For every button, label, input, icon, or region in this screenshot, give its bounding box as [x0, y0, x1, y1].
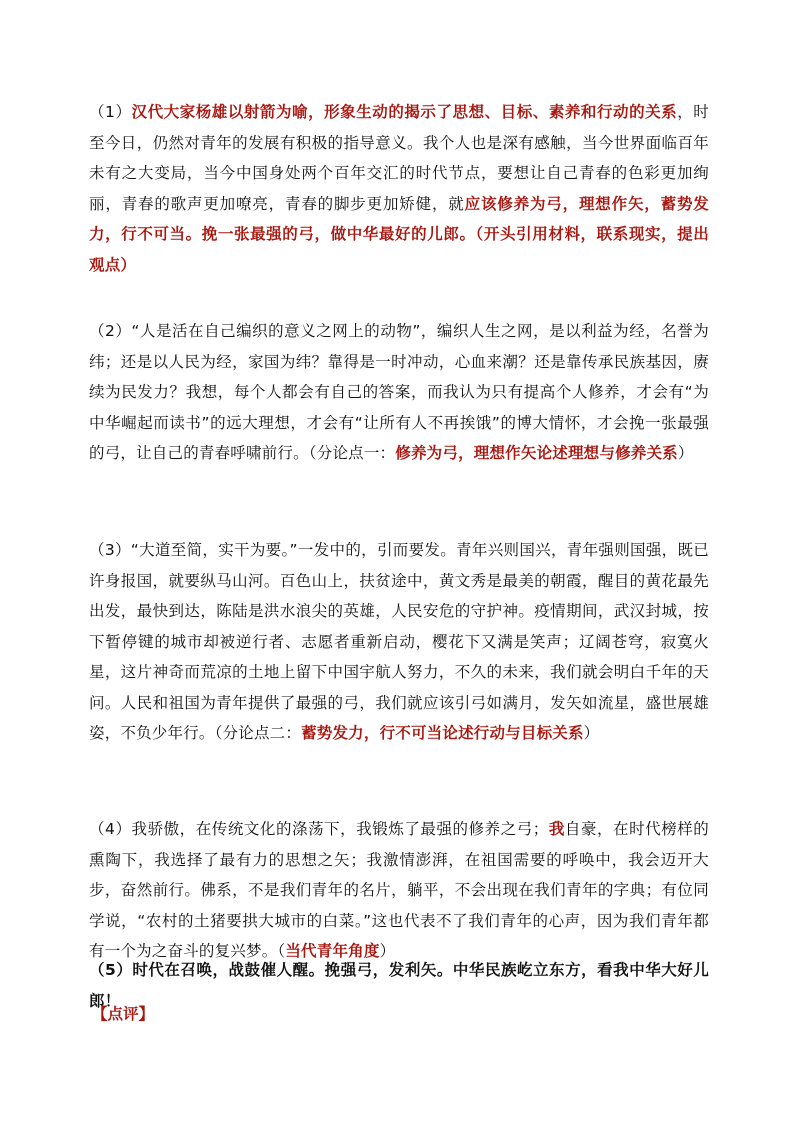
p4-seg-3: 自豪，在时代榜样的熏陶下，我选择了最有力的思想之矢；我激情澎湃，在祖国需要的呼唤中，我会迈开大步，奋然前行。佛系，不是我们青年的名片，躺平，不会出现在我们青年的字典；有位同学说，“农村的土猪要拱大城市的白菜。”这也代表不了我们青年的心声，因为我们青年都有一个为之奋斗的复兴梦。（: [89, 820, 709, 960]
p4-seg-1: （4）我骄傲，在传统文化的涤荡下，我锻炼了最强的修养之弓；: [89, 820, 549, 838]
paragraph-1: [89, 97, 709, 280]
p2-seg-3: ）: [677, 444, 694, 462]
p1-seg-4-highlight: 应该修养为弓，理想作矢，蓄势发力，行不可当。挽一张最强的弓，做中华最好的儿郎。（开头引用材料，联系现实，提出观点）: [89, 194, 709, 274]
paragraph-5: [89, 955, 709, 1016]
p4-seg-4-highlight: 当代青年角度: [285, 942, 380, 960]
p4-seg-2-highlight: 我: [548, 820, 565, 838]
p3-seg-2-highlight: 蓄势发力，行不可当论述行动与目标关系: [301, 724, 584, 742]
p3-seg-3: ）: [583, 724, 600, 742]
p5-seg-1: （5）时代在召唤，战鼓催人醒。挽强弓，发利矢。中华民族屹立东方，看我中华大好儿郎！: [89, 961, 709, 1010]
paragraph-4: [89, 814, 709, 967]
paragraph-2: [89, 316, 709, 469]
p1-seg-1: （1）: [89, 103, 132, 121]
p2-seg-2-highlight: 修养为弓，理想作矢论述理想与修养关系: [395, 444, 678, 462]
p4-seg-5: ）: [379, 942, 396, 960]
p2-seg-1: （2）“人是活在自己编织的意义之网上的动物”，编织人生之网，是以利益为经，名誉为纬；还是以人民为经，家国为纬？靠得是一时冲动，心血来潮？还是靠传承民族基因，赓续为民发力？我想，每个人都会有自己的答案，而我认为只有提高个人修养，才会有“为中华崛起而读书”的远大理想，才会有“让所有人不再挨饿”的博大情怀，才会挽一张最强的弓，让自己的青春呼啸前行。（分论点一：: [89, 322, 709, 462]
p1-seg-2-highlight: 汉代大家杨雄以射箭为喻，形象生动的揭示了思想、目标、素养和行动的关系: [131, 103, 678, 121]
comment-heading: 【点评】: [92, 1005, 155, 1023]
paragraph-3: [89, 535, 709, 749]
p1-seg-3: ，时至今日，仍然对青年的发展有积极的指导意义。我个人也是深有感触，当今世界面临百年未有之大变局，当今中国身处两个百年交汇的时代节点，要想让自己青春的色彩更加绚丽，青春的歌声更加嘹亮，青春的脚步更加矫健，就: [89, 103, 709, 213]
p3-seg-1: （3）“大道至简，实干为要。”一发中的，引而要发。青年兴则国兴，青年强则国强，既已许身报国，就要纵马山河。百色山上，扶贫途中，黄文秀是最美的朝霞，醒目的黄花最先出发，最快到达，陈陆是洪水浪尖的英雄，人民安危的守护神。疫情期间，武汉封城，按下暂停键的城市却被逆行者、志愿者重新启动，樱花下又满是笑声；辽阔苍穹，寂寞火星，这片神奇而荒凉的土地上留下中国宇航人努力，不久的未来，我们就会明白千年的天问。人民和祖国为青年提供了最强的弓，我们就应该引弓如满月，发矢如流星，盛世展雄姿，不负少年行。（分论点二：: [89, 541, 709, 742]
